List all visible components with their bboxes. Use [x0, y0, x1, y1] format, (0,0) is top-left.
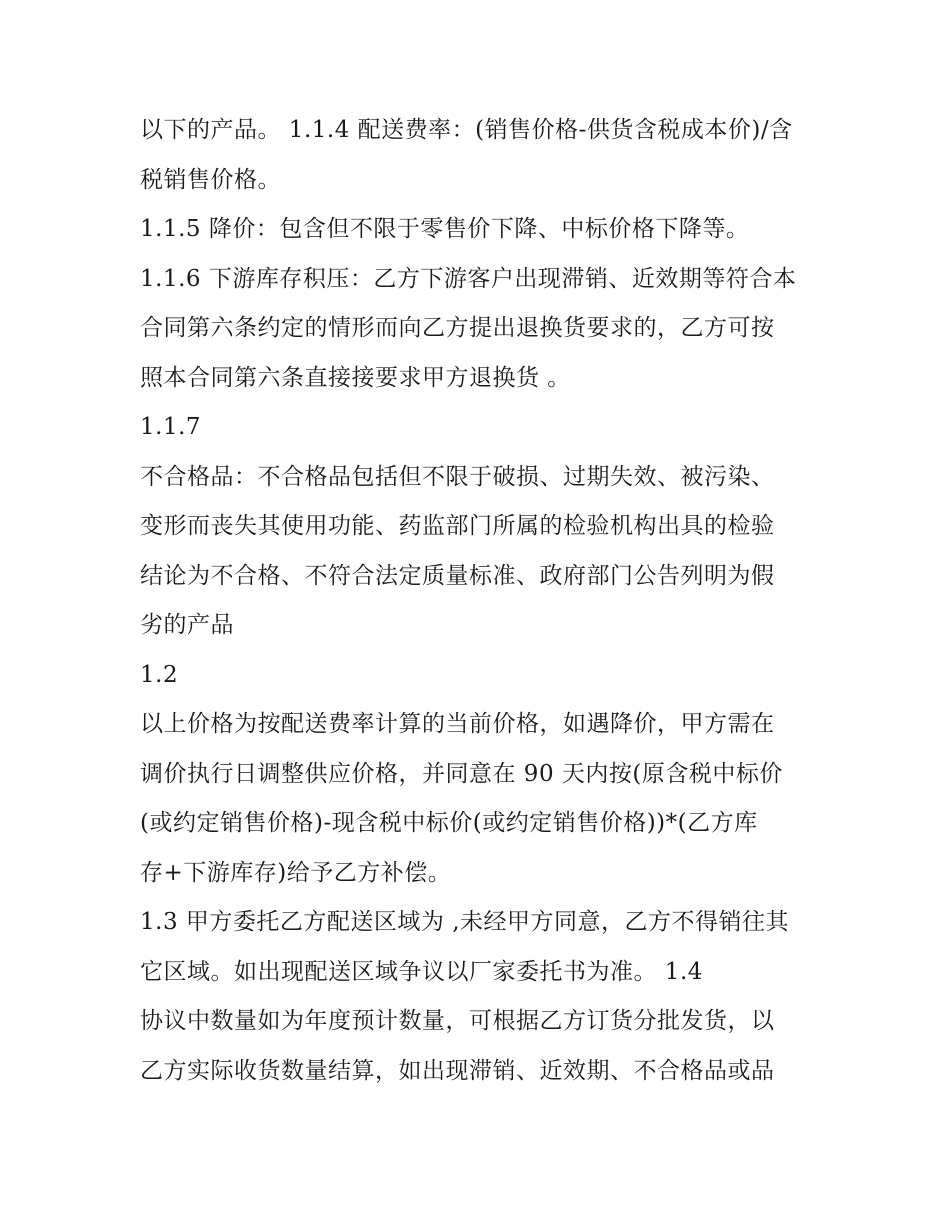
text-line: 它区域。如出现配送区域争议以厂家委托书为准。 1.4 [140, 958, 703, 985]
text-line: 合同第六条约定的情形而向乙方提出退换货要求的，乙方可按 [140, 315, 775, 341]
text-line: 1.3 甲方委托乙方配送区域为 ,未经甲方同意，乙方不得销往其 [140, 909, 790, 935]
text-line: 以下的产品。 1.1.4 配送费率：(销售价格-供货含税成本价)/含 [140, 117, 793, 143]
text-line: 1.1.5 降价：包含但不限于零售价下降、中标价格下降等。 [140, 216, 750, 242]
text-line: 税销售价格。 [140, 166, 281, 193]
text-line: 1.1.6 下游库存积压：乙方下游客户出现滞销、近效期等符合本 [140, 265, 797, 292]
text-line: 劣的产品 [140, 612, 234, 638]
text-line: 1.1.7 [140, 414, 202, 440]
text-line: 以上价格为按配送费率计算的当前价格，如遇降价，甲方需在 [140, 711, 775, 737]
text-line: 1.2 [140, 661, 179, 688]
text-line: 不合格品：不合格品包括但不限于破损、过期失效、被污染、 [140, 463, 775, 490]
text-line: 变形而丧失其使用功能、药监部门所属的检验机构出具的检验 [140, 513, 775, 539]
text-line: 协议中数量如为年度预计数量，可根据乙方订货分批发货，以 [140, 1008, 775, 1034]
text-line: 存+下游库存)给予乙方补偿。 [140, 859, 452, 886]
text-line: 乙方实际收货数量结算，如出现滞销、近效期、不合格品或品 [140, 1057, 775, 1084]
text-line: 结论为不合格、不符合法定质量标准、政府部门公告列明为假 [140, 562, 775, 589]
text-line: (或约定销售价格)-现含税中标价(或约定销售价格))*(乙方库 [140, 810, 758, 836]
text-line: 照本合同第六条直接接要求甲方退换货 。 [140, 364, 571, 391]
text-line: 调价执行日调整供应价格，并同意在 90 天内按(原含税中标价 [140, 760, 783, 787]
document-body [140, 106, 820, 1096]
